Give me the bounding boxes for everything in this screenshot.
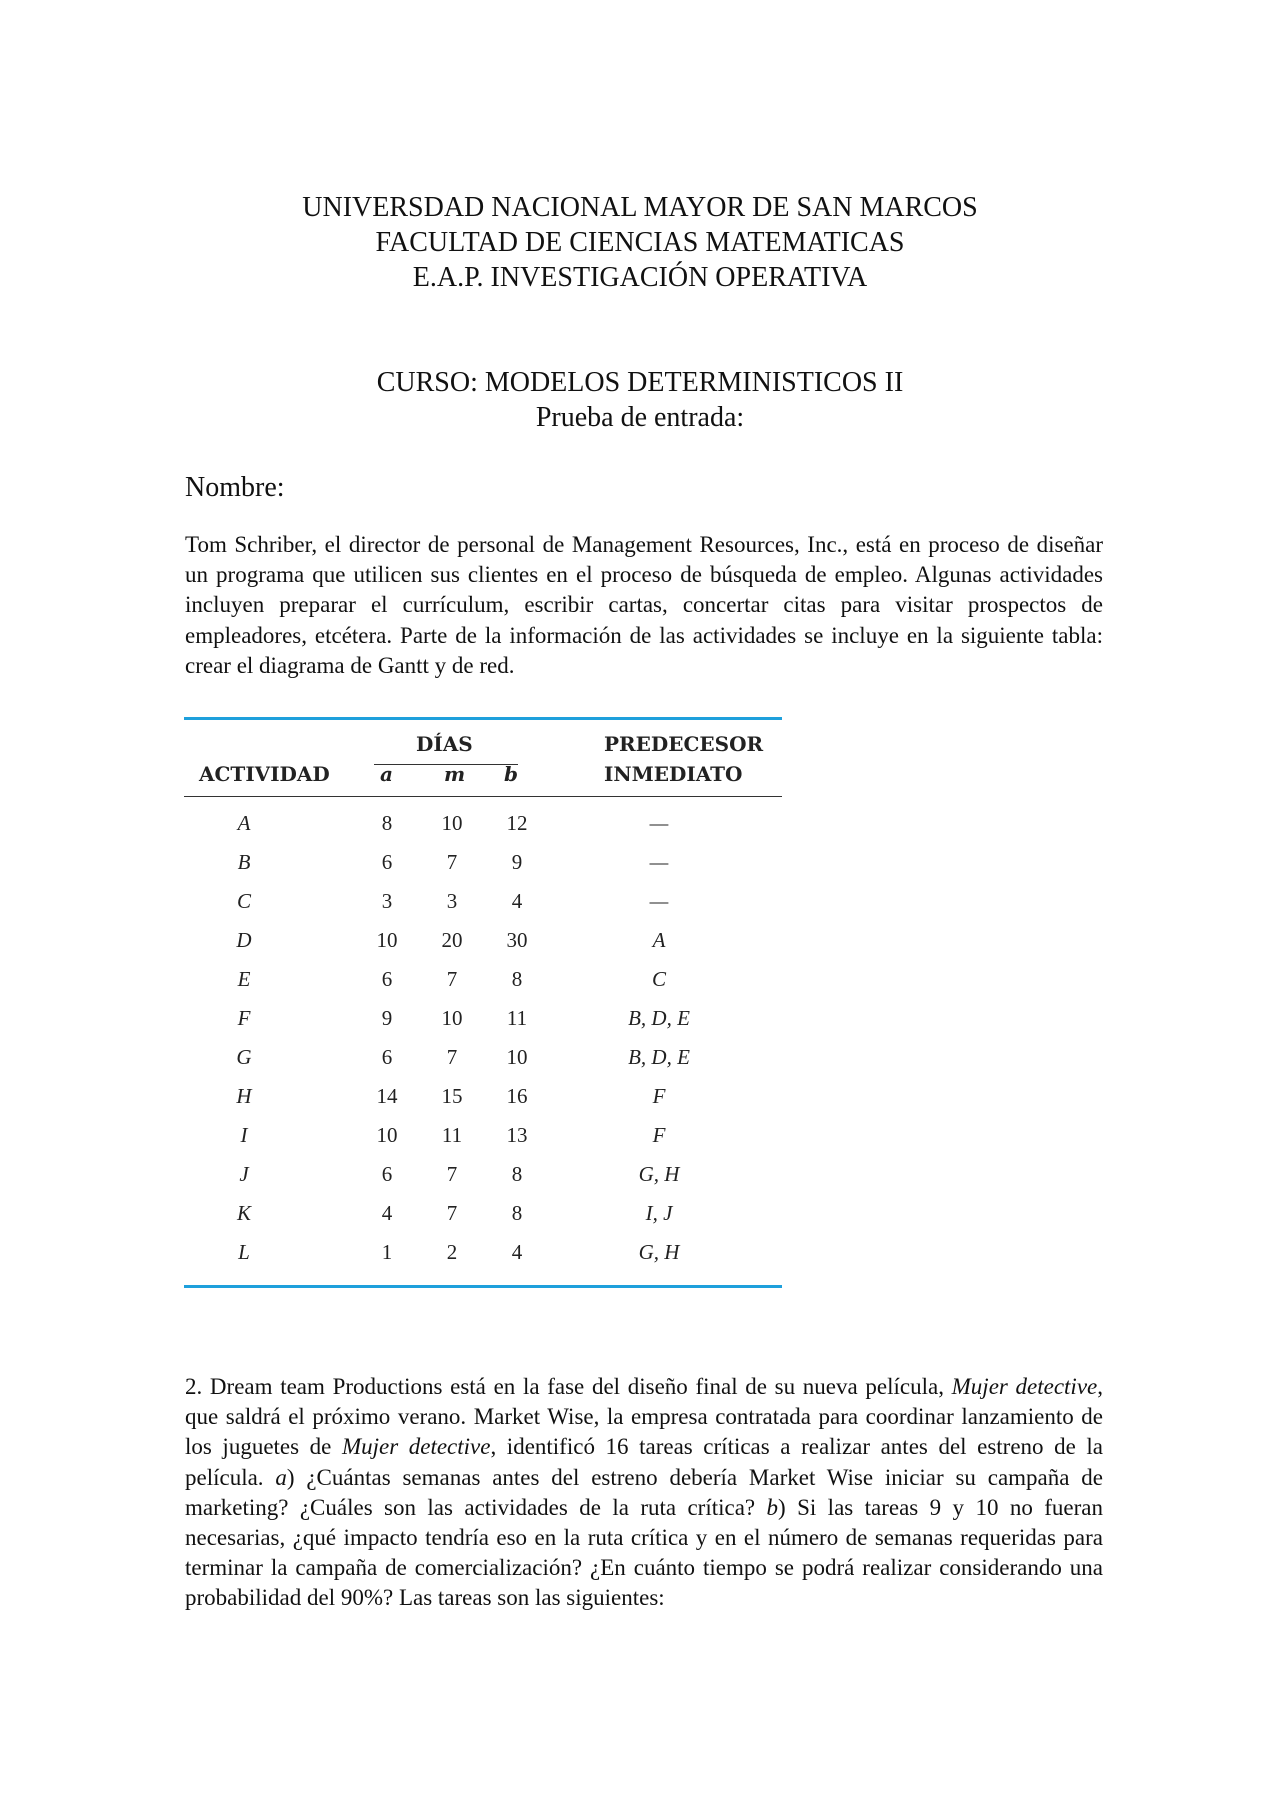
predecessor-cell: C — [651, 967, 666, 991]
table-row — [184, 850, 782, 889]
table-row — [184, 1162, 782, 1201]
a-cell: 6 — [381, 1045, 393, 1069]
table-row — [184, 1006, 782, 1045]
table-row — [184, 889, 782, 928]
question-b-label: b — [766, 1494, 779, 1520]
m-cell: 2 — [446, 1240, 458, 1264]
table-bottom-rule — [184, 1285, 782, 1288]
table-row — [184, 928, 782, 967]
a-cell: 6 — [381, 850, 393, 874]
table-row — [184, 1123, 782, 1162]
activity-cell: J — [239, 1162, 249, 1186]
predecessor-cell: I, J — [645, 1201, 673, 1225]
b-cell: 8 — [511, 1162, 523, 1186]
course-title: CURSO: MODELOS DETERMINISTICOS II — [376, 367, 904, 398]
header-actividad: ACTIVIDAD — [199, 762, 330, 786]
name-label: Nombre: — [185, 472, 285, 503]
activity-cell: L — [238, 1240, 250, 1264]
m-cell: 10 — [441, 811, 463, 835]
header-pred-line1: PREDECESOR — [604, 732, 764, 756]
b-cell: 16 — [506, 1084, 528, 1108]
m-cell: 7 — [446, 1162, 458, 1186]
a-cell: 10 — [376, 1123, 398, 1147]
activity-cell: K — [236, 1201, 251, 1225]
activity-table — [184, 717, 782, 1288]
activity-cell: A — [237, 811, 251, 835]
b-cell: 4 — [511, 889, 523, 913]
predecessor-cell: G, H — [638, 1240, 680, 1264]
movie-title: Mujer detective — [341, 1434, 491, 1460]
m-cell: 7 — [446, 1201, 458, 1225]
a-cell: 4 — [381, 1201, 393, 1225]
activity-cell: C — [236, 889, 251, 913]
university-name: UNIVERSDAD NACIONAL MAYOR DE SAN MARCOS — [302, 192, 978, 223]
m-cell: 7 — [446, 967, 458, 991]
m-cell: 3 — [446, 889, 458, 913]
b-cell: 10 — [506, 1045, 528, 1069]
table-row — [184, 1045, 782, 1084]
question-b-text: ) Si las tareas 9 y 10 no fueran necesarias, ¿qué impacto tendría eso en la ruta crítica y en el número de semanas requeridas para terminar la campaña de comercialización? ¿En cuánto tiempo se podrá realizar considerando una probabilidad del 90%? Las tareas son las siguientes: — [185, 1494, 1103, 1611]
problem-2-paragraph — [185, 1372, 1103, 1614]
problem-1-text — [185, 530, 1103, 681]
b-cell: 11 — [506, 1006, 528, 1030]
course-heading — [0, 365, 1280, 435]
activity-cell: H — [236, 1084, 252, 1108]
table-row — [184, 811, 782, 850]
b-cell: 9 — [511, 850, 523, 874]
a-cell: 3 — [381, 889, 393, 913]
header-dias: DÍAS — [416, 732, 473, 756]
header-a: a — [380, 762, 393, 786]
predecessor-cell: — — [649, 889, 669, 913]
table-row — [184, 1240, 782, 1279]
m-cell: 7 — [446, 850, 458, 874]
predecessor-cell: — — [649, 811, 669, 835]
predecessor-cell: A — [652, 928, 666, 952]
school-name: E.A.P. INVESTIGACIÓN OPERATIVA — [412, 262, 868, 293]
m-cell: 11 — [441, 1123, 463, 1147]
m-cell: 15 — [441, 1084, 463, 1108]
b-cell: 4 — [511, 1240, 523, 1264]
activity-cell: F — [237, 1006, 251, 1030]
header-b: b — [504, 762, 518, 786]
predecessor-cell: F — [652, 1123, 666, 1147]
a-cell: 1 — [381, 1240, 393, 1264]
a-cell: 10 — [376, 928, 398, 952]
b-cell: 12 — [506, 811, 528, 835]
activity-cell: E — [237, 967, 251, 991]
header-pred-line2: INMEDIATO — [604, 762, 743, 786]
exam-title: Prueba de entrada: — [535, 402, 745, 433]
m-cell: 20 — [441, 928, 463, 952]
problem-2-sentence-2: , que saldrá el próximo verano. Market Wise, la empresa contratada para coordinar lanzamiento de los juguetes de — [185, 1374, 1103, 1460]
predecessor-cell: B, D, E — [628, 1045, 690, 1069]
table-row — [184, 967, 782, 1006]
predecessor-cell: B, D, E — [628, 1006, 690, 1030]
problem-2-sentence-3: , identificó 16 tareas críticas a realizar antes del estreno de la película. — [185, 1434, 1104, 1490]
b-cell: 8 — [511, 967, 523, 991]
a-cell: 14 — [376, 1084, 398, 1108]
university-header — [0, 190, 1280, 295]
predecessor-cell: G, H — [638, 1162, 680, 1186]
activity-cell: I — [240, 1123, 248, 1147]
table-row — [184, 1201, 782, 1240]
movie-title: Mujer detective — [951, 1374, 1098, 1399]
a-cell: 6 — [381, 967, 393, 991]
a-cell: 9 — [381, 1006, 393, 1030]
m-cell: 7 — [446, 1045, 458, 1069]
a-cell: 6 — [381, 1162, 393, 1186]
a-cell: 8 — [381, 811, 393, 835]
activity-cell: G — [236, 1045, 252, 1069]
header-m: m — [444, 762, 466, 786]
question-a-text: ) ¿Cuántas semanas antes del estreno debería Market Wise iniciar su campaña de marketing? ¿Cuáles son las actividades de la ruta crítica? — [185, 1464, 1103, 1520]
predecessor-cell: F — [652, 1084, 666, 1108]
b-cell: 8 — [511, 1201, 523, 1225]
m-cell: 10 — [441, 1006, 463, 1030]
table-body — [184, 797, 782, 1285]
problem-1-paragraph: Tom Schriber, el director de personal de Management Resources, Inc., está en proceso de diseñar un programa que utilicen sus clientes en el proceso de búsqueda de empleo. Algunas actividades incluyen preparar el currículum, escribir cartas, concertar citas para visitar prospectos de empleadores, etcétera. Parte de la información de las actividades se incluye en la siguiente tabla: crear el diagrama de Gantt y de red. — [185, 532, 1103, 678]
table-header — [184, 720, 782, 796]
activity-cell: B — [237, 850, 251, 874]
activity-cell: D — [236, 928, 252, 952]
table-row — [184, 1084, 782, 1123]
b-cell: 30 — [506, 928, 528, 952]
problem-2-sentence-1: 2. Dream team Productions está en la fase del diseño final de su nueva película, — [185, 1374, 952, 1399]
faculty-name: FACULTAD DE CIENCIAS MATEMATICAS — [375, 227, 905, 258]
predecessor-cell: — — [649, 850, 669, 874]
problem-2-text — [185, 1372, 1103, 1614]
b-cell: 13 — [506, 1123, 528, 1147]
question-a-label: a — [275, 1464, 287, 1490]
